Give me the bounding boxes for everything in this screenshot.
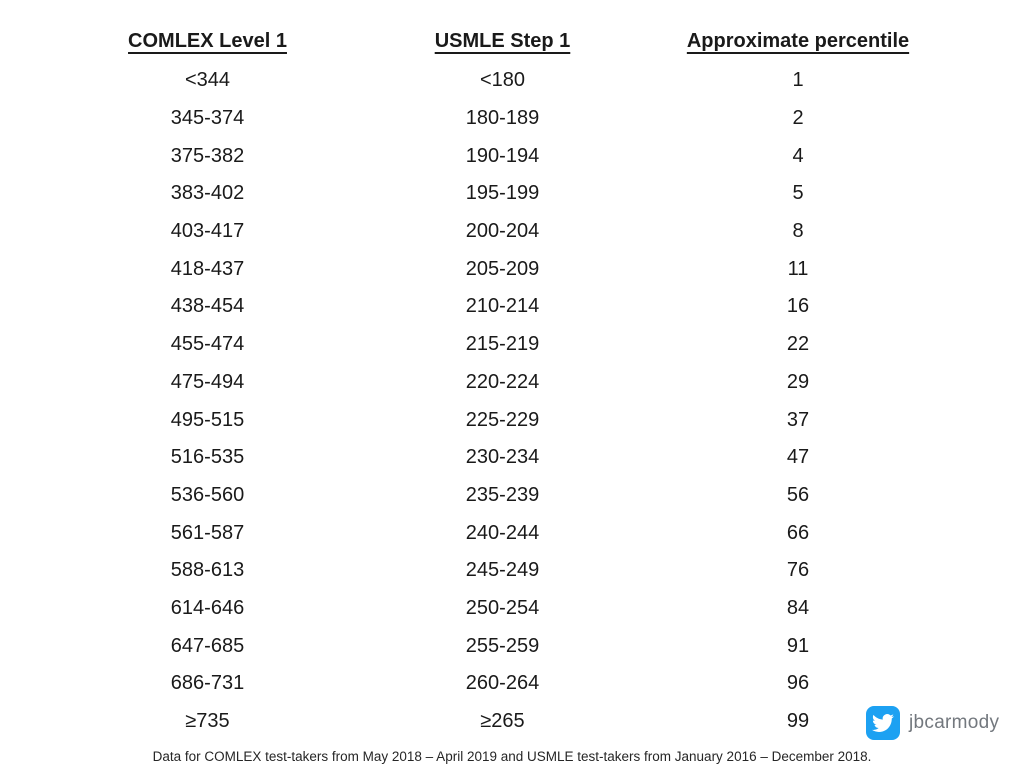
table-cell: 245-249 <box>465 559 540 582</box>
table-row <box>30 175 976 213</box>
table-cell: 225-229 <box>465 408 540 431</box>
table-row <box>30 326 976 364</box>
table-cell: 647-685 <box>170 634 245 657</box>
table-cell: 5 <box>792 182 804 205</box>
table-cell: 29 <box>786 370 810 393</box>
table-row <box>30 590 976 628</box>
table-cell: 2 <box>792 107 804 130</box>
table-cell: 516-535 <box>170 446 245 469</box>
table-cell: 180-189 <box>465 107 540 130</box>
table-cell: 195-199 <box>465 182 540 205</box>
table-cell: 84 <box>786 596 810 619</box>
table-cell: 37 <box>786 408 810 431</box>
table-header-row <box>30 20 976 62</box>
table-cell: 495-515 <box>170 408 245 431</box>
table-cell: 240-244 <box>465 521 540 544</box>
score-conversion-table <box>30 20 976 740</box>
table-cell: 418-437 <box>170 257 245 280</box>
table-cell: 250-254 <box>465 596 540 619</box>
table-cell: 1 <box>792 69 804 92</box>
table-row <box>30 514 976 552</box>
table-row <box>30 62 976 100</box>
table-row <box>30 364 976 402</box>
table-cell: 96 <box>786 672 810 695</box>
table-cell: 561-587 <box>170 521 245 544</box>
table-cell: 383-402 <box>170 182 245 205</box>
table-cell: 8 <box>792 220 804 243</box>
table-row <box>30 401 976 439</box>
twitter-handle: jbcarmody <box>909 712 1000 733</box>
column-header-comlex: COMLEX Level 1 <box>128 29 287 52</box>
table-cell: 230-234 <box>465 446 540 469</box>
table-cell: 4 <box>792 144 804 167</box>
table-cell: 16 <box>786 295 810 318</box>
table-cell: 66 <box>786 521 810 544</box>
table-cell: 11 <box>787 257 809 280</box>
table-cell: 255-259 <box>465 634 540 657</box>
table-row <box>30 288 976 326</box>
table-row <box>30 137 976 175</box>
table-cell: 200-204 <box>465 220 540 243</box>
table-row <box>30 552 976 590</box>
table-cell: 76 <box>786 559 810 582</box>
table-cell: 375-382 <box>170 144 245 167</box>
table-cell: ≥735 <box>185 710 230 733</box>
column-header-percentile: Approximate percentile <box>686 29 910 52</box>
table-row <box>30 477 976 515</box>
table-cell: 56 <box>786 483 810 506</box>
table-row <box>30 703 976 741</box>
table-cell: 91 <box>786 634 810 657</box>
table-row <box>30 250 976 288</box>
attribution <box>866 706 999 740</box>
table-cell: 438-454 <box>170 295 245 318</box>
table-row <box>30 213 976 251</box>
twitter-icon <box>866 706 900 740</box>
table-row <box>30 665 976 703</box>
table-cell: 220-224 <box>465 370 540 393</box>
table-cell: 455-474 <box>170 333 245 356</box>
table-cell: 47 <box>786 446 810 469</box>
table-row <box>30 100 976 138</box>
table-cell: 235-239 <box>465 483 540 506</box>
table-cell: 475-494 <box>170 370 245 393</box>
table-cell: 588-613 <box>170 559 245 582</box>
table-cell: 614-646 <box>170 596 245 619</box>
table-cell: 345-374 <box>170 107 245 130</box>
table-cell: 536-560 <box>170 483 245 506</box>
table-cell: 260-264 <box>465 672 540 695</box>
table-cell: 215-219 <box>465 333 540 356</box>
table-cell: 210-214 <box>465 295 540 318</box>
table-cell: 686-731 <box>170 672 245 695</box>
table-cell: <344 <box>184 69 231 92</box>
table-cell: ≥265 <box>480 710 525 733</box>
table-cell: 190-194 <box>465 144 540 167</box>
table-cell: 403-417 <box>170 220 245 243</box>
table-cell: 99 <box>786 710 810 733</box>
table-cell: 22 <box>786 333 810 356</box>
footnote: Data for COMLEX test-takers from May 2018 – April 2019 and USMLE test-takers from January 2016 – December 2018. <box>152 749 872 764</box>
table-cell: <180 <box>479 69 526 92</box>
column-header-usmle: USMLE Step 1 <box>434 29 571 52</box>
table-row <box>30 439 976 477</box>
table-cell: 205-209 <box>465 257 540 280</box>
table-row <box>30 627 976 665</box>
